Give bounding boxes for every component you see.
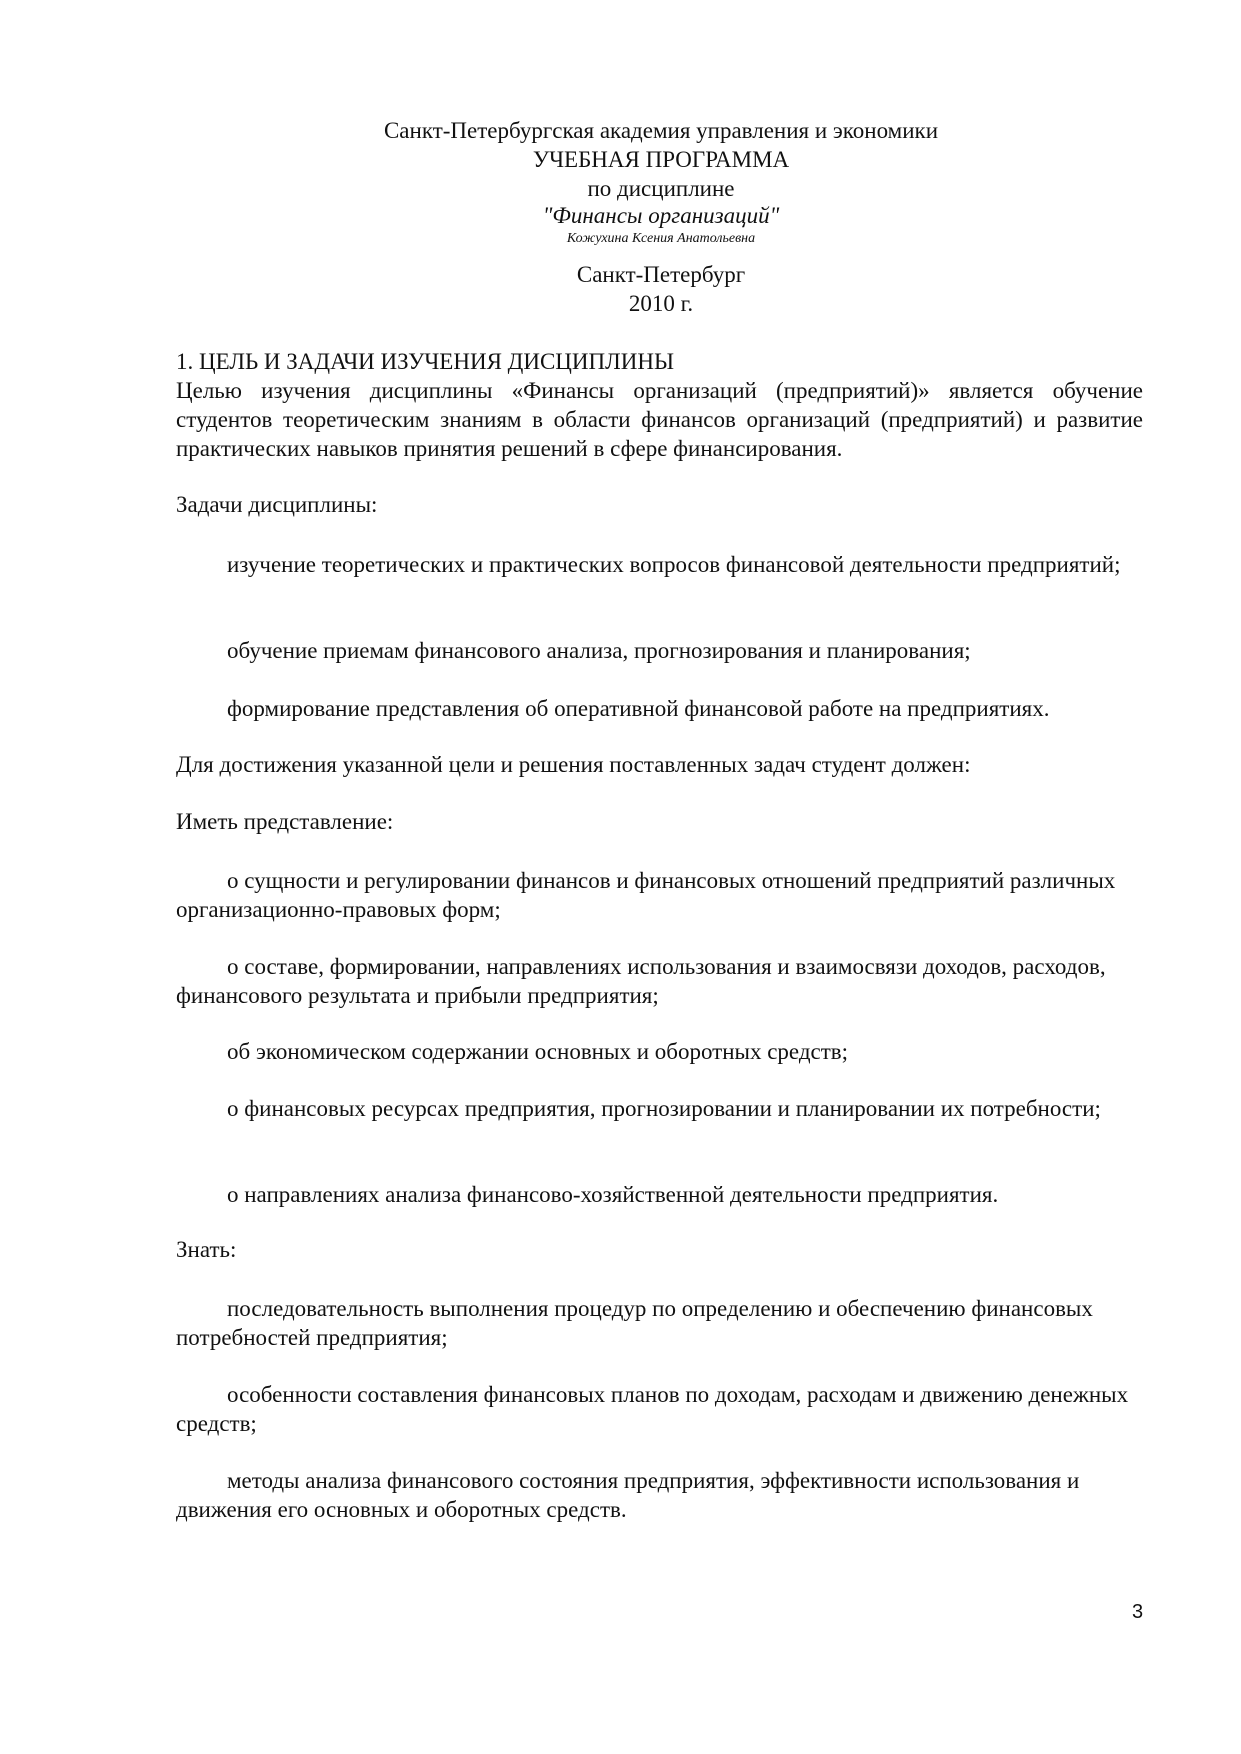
student-intro: Для достижения указанной цели и решения поставленных задач студент должен: bbox=[176, 752, 971, 777]
author-name: Кожухина Ксения Анатольевна bbox=[566, 231, 756, 246]
goal-paragraph: Целью изучения дисциплины «Финансы организаций (предприятий)» является обучение студентов теоретическим знаниям в области финансов организаций (предприятий) и развитие практических навыков принятия решений в сфере финансирования. bbox=[176, 378, 1143, 461]
task-item: формирование представления об оперативной финансовой работе на предприятиях. bbox=[227, 696, 1050, 721]
discipline-title: "Финансы организаций" bbox=[542, 203, 780, 228]
by-discipline: по дисциплине bbox=[587, 176, 735, 201]
represent-item: о составе, формировании, направлениях использования и взаимосвязи доходов, расходов, финансового результата и прибыли предприятия; bbox=[176, 954, 1106, 1008]
know-item: особенности составления финансовых планов по доходам, расходам и движению денежных средств; bbox=[176, 1382, 1129, 1436]
represent-item: о финансовых ресурсах предприятия, прогнозировании и планировании их потребности; bbox=[227, 1096, 1101, 1121]
academy-name: Санкт-Петербургская академия управления и экономики bbox=[383, 118, 939, 143]
task-item: обучение приемам финансового анализа, прогнозирования и планирования; bbox=[227, 638, 971, 663]
section-heading: 1. ЦЕЛЬ И ЗАДАЧИ ИЗУЧЕНИЯ ДИСЦИПЛИНЫ bbox=[176, 349, 675, 374]
represent-item: об экономическом содержании основных и оборотных средств; bbox=[227, 1039, 849, 1064]
represent-item: о направлениях анализа финансово-хозяйственной деятельности предприятия. bbox=[227, 1182, 999, 1207]
city: Санкт-Петербург bbox=[576, 262, 746, 287]
tasks-label: Задачи дисциплины: bbox=[176, 492, 378, 517]
year: 2010 г. bbox=[628, 291, 694, 316]
document-type: УЧЕБНАЯ ПРОГРАММА bbox=[532, 147, 790, 172]
know-label: Знать: bbox=[176, 1237, 237, 1262]
know-item: методы анализа финансового состояния предприятия, эффективности использования и движения его основных и оборотных средств. bbox=[176, 1468, 1080, 1522]
represent-label: Иметь представление: bbox=[176, 809, 394, 834]
know-item: последовательность выполнения процедур по определению и обеспечению финансовых потребностей предприятия; bbox=[176, 1296, 1093, 1350]
page-number: 3 bbox=[1132, 1601, 1144, 1623]
task-item: изучение теоретических и практических вопросов финансовой деятельности предприятий; bbox=[227, 552, 1121, 577]
represent-item: о сущности и регулировании финансов и финансовых отношений предприятий различных организационно-правовых форм; bbox=[176, 868, 1116, 922]
